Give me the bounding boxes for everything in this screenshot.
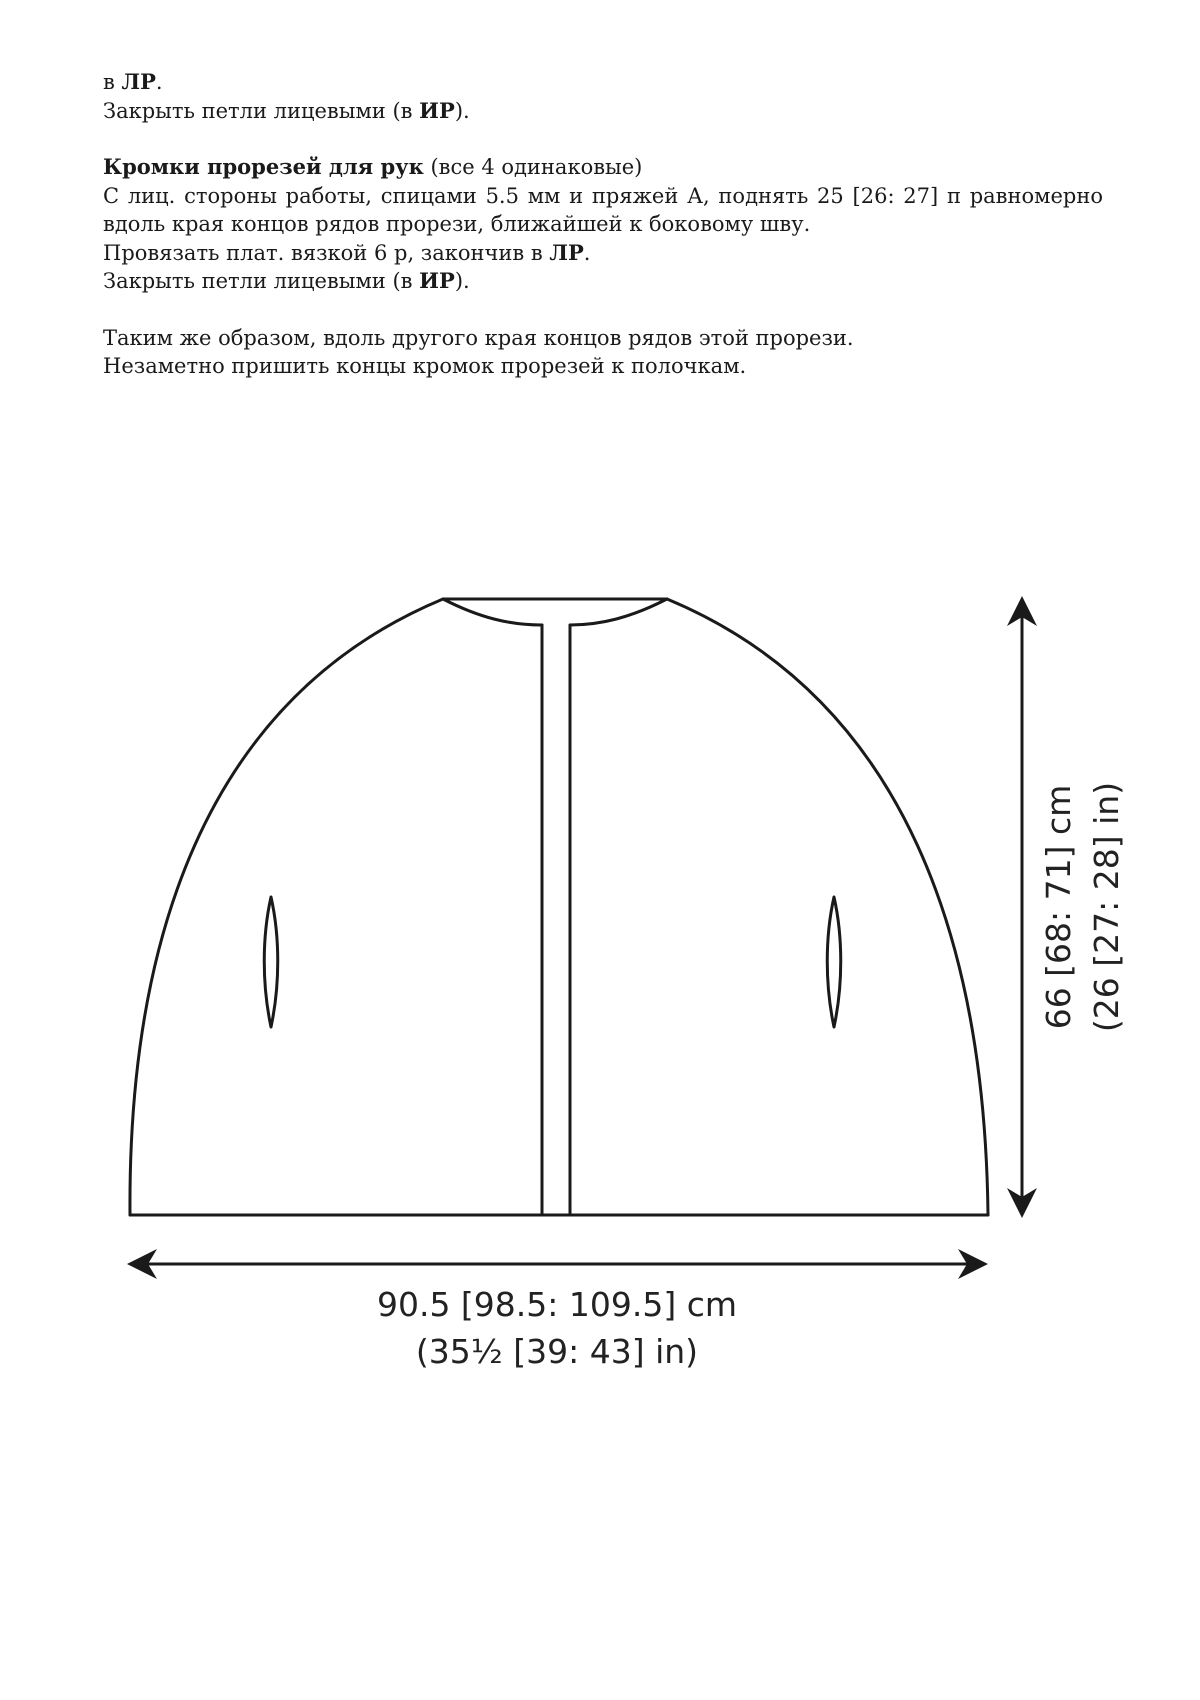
width-label-in: (35½ [39: 43] in): [415, 1332, 699, 1371]
pickup-line-1: С лиц. стороны работы, спицами 5.5 мм и пряжей А, поднять 25 [26: 27] п равномерно: [103, 183, 1103, 208]
repeat-line: Таким же образом, вдоль другого края концов рядов этой прорези.: [103, 325, 854, 350]
armhole-slit-left: [264, 897, 278, 1027]
cape-front-neck-right: [570, 599, 667, 625]
bindoff-line: Закрыть петли лицевыми (в ИР).: [103, 268, 470, 293]
height-label-in: (26 [27: 28] in): [1087, 781, 1126, 1033]
section-heading: Кромки прорезей для рук (все 4 одинаковые): [103, 154, 643, 179]
pickup-line-2: вдоль края концов рядов прорези, ближайшей к боковому шву.: [103, 212, 811, 236]
knit-line: Провязать плат. вязкой 6 р, закончив в ЛР.: [103, 239, 591, 265]
instruction-line-rs: в ЛР.: [103, 69, 163, 94]
rs-abbreviation: ЛР: [121, 69, 156, 94]
height-label-cm: 66 [68: 71] cm: [1039, 784, 1078, 1030]
cape-outline-left: [130, 599, 443, 1215]
cape-front-neck-left: [443, 599, 542, 625]
width-label-cm: 90.5 [98.5: 109.5] cm: [376, 1285, 738, 1324]
armhole-slit-right: [827, 897, 841, 1027]
ws-abbreviation: ИР: [419, 97, 455, 123]
cape-outline-right: [667, 599, 988, 1215]
instruction-line-bindoff: Закрыть петли лицевыми (в ИР).: [103, 97, 470, 123]
sew-line: Незаметно пришить концы кромок прорезей к полочкам.: [103, 354, 747, 378]
